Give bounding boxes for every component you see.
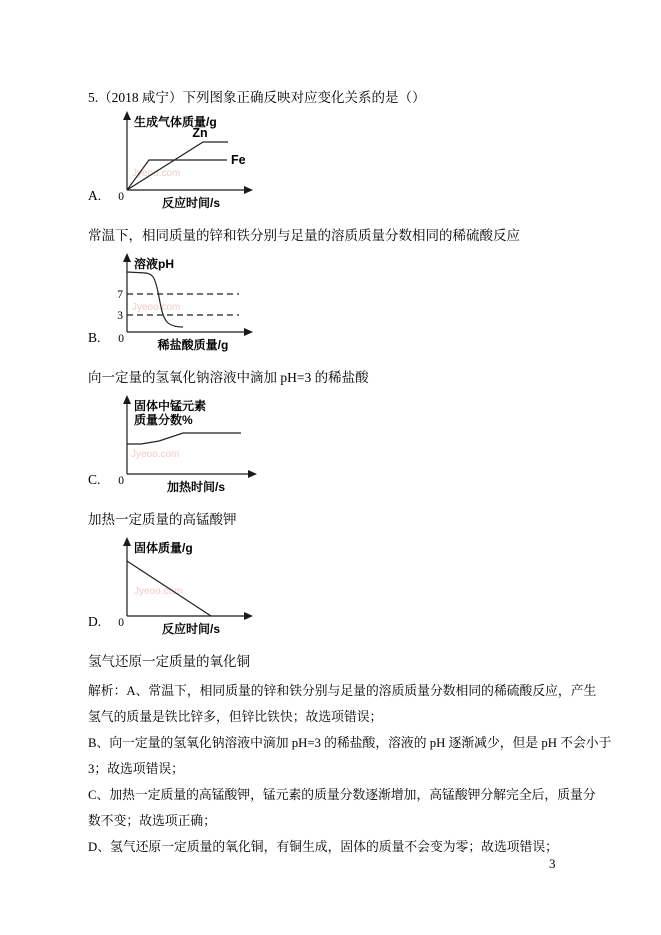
- option-d-label: D.: [88, 614, 102, 629]
- option-b-label: B.: [88, 330, 101, 345]
- analysis-line: D、氢气还原一定质量的氧化铜，有铜生成，固体的质量不会变为零；故选项错误；: [88, 840, 558, 854]
- chart-a-zn-line: [127, 142, 228, 190]
- option-c-figure: [88, 394, 661, 494]
- analysis-line: 氢气的质量是铁比锌多，但锌比铁快；故选项错误；: [88, 710, 383, 724]
- page-number: 3: [549, 856, 556, 871]
- chart-b-tick-7: 7: [117, 289, 123, 301]
- chart-d-y-arrow-icon: [123, 537, 131, 546]
- chart-b-ph-curve: [127, 272, 183, 327]
- watermark-text: Jyeoo.com: [132, 168, 181, 179]
- chart-b: [101, 252, 281, 352]
- analysis-section: [88, 678, 661, 860]
- chart-c-ylabel-line2: 质量分数%: [134, 413, 193, 427]
- chart-a-ylabel: 生成气体质量/g: [134, 115, 217, 129]
- chart-c: [101, 394, 286, 494]
- chart-b-origin-label: 0: [118, 333, 124, 345]
- question-title: 5.（2018 咸宁）下列图象正确反映对应变化关系的是（）: [88, 90, 426, 105]
- chart-b-tick-3: 3: [117, 310, 123, 322]
- chart-a-origin-label: 0: [118, 191, 124, 203]
- chart-c-y-arrow-icon: [123, 395, 131, 404]
- chart-a-x-arrow-icon: [244, 186, 253, 194]
- chart-a-fe-label: Fe: [231, 153, 246, 167]
- chart-b-x-arrow-icon: [244, 328, 253, 336]
- chart-b-y-arrow-icon: [123, 253, 131, 262]
- option-a-caption: 常温下，相同质量的锌和铁分别与足量的溶质质量分数相同的稀硫酸反应: [88, 228, 520, 243]
- chart-d-xlabel: 反应时间/s: [161, 622, 221, 636]
- analysis-line: 解析：A、常温下，相同质量的锌和铁分别与足量的溶质质量分数相同的稀硫酸反应，产生: [88, 684, 597, 698]
- analysis-line: B、向一定量的氢氧化钠溶液中滴加 pH=3 的稀盐酸，溶液的 pH 逐渐减少，但是 pH 不会小于: [88, 736, 612, 750]
- watermark-text: Jyeoo.com: [131, 449, 180, 460]
- chart-c-xlabel: 加热时间/s: [166, 480, 226, 494]
- watermark-text: Jyeoo.com: [132, 302, 181, 313]
- option-a-label: A.: [88, 188, 102, 203]
- chart-b-ylabel: 溶液pH: [134, 257, 174, 271]
- analysis-line: 3；故选项错误；: [88, 762, 184, 776]
- watermark-text: Jyeoo.com: [134, 586, 183, 597]
- option-b-caption: 向一定量的氢氧化钠溶液中滴加 pH=3 的稀盐酸: [88, 370, 369, 385]
- option-c-caption: 加热一定质量的高锰酸钾: [88, 512, 237, 527]
- chart-d-origin-label: 0: [118, 617, 124, 629]
- option-d-figure: [88, 536, 661, 636]
- chart-c-x-arrow-icon: [248, 470, 257, 478]
- chart-c-mn-curve: [127, 433, 241, 444]
- option-c-label: C.: [88, 472, 101, 487]
- chart-a-xlabel: 反应时间/s: [161, 196, 221, 210]
- chart-a-y-arrow-icon: [123, 111, 131, 120]
- chart-d-x-arrow-icon: [244, 612, 253, 620]
- option-b-figure: [88, 252, 661, 352]
- analysis-line: 数不变；故选项正确；: [88, 814, 216, 828]
- chart-a: [101, 110, 281, 210]
- chart-d: [101, 536, 281, 636]
- option-d-caption: 氢气还原一定质量的氧化铜: [88, 654, 250, 669]
- chart-b-xlabel: 稀盐酸质量/g: [157, 338, 229, 352]
- chart-c-origin-label: 0: [118, 475, 124, 487]
- option-a-figure: [88, 110, 661, 210]
- chart-a-zn-label: Zn: [192, 126, 208, 140]
- chart-d-ylabel: 固体质量/g: [134, 541, 193, 555]
- chart-c-ylabel-line1: 固体中锰元素: [134, 399, 207, 413]
- analysis-line: C、加热一定质量的高锰酸钾，锰元素的质量分数逐渐增加，高锰酸钾分解完全后，质量分: [88, 788, 596, 802]
